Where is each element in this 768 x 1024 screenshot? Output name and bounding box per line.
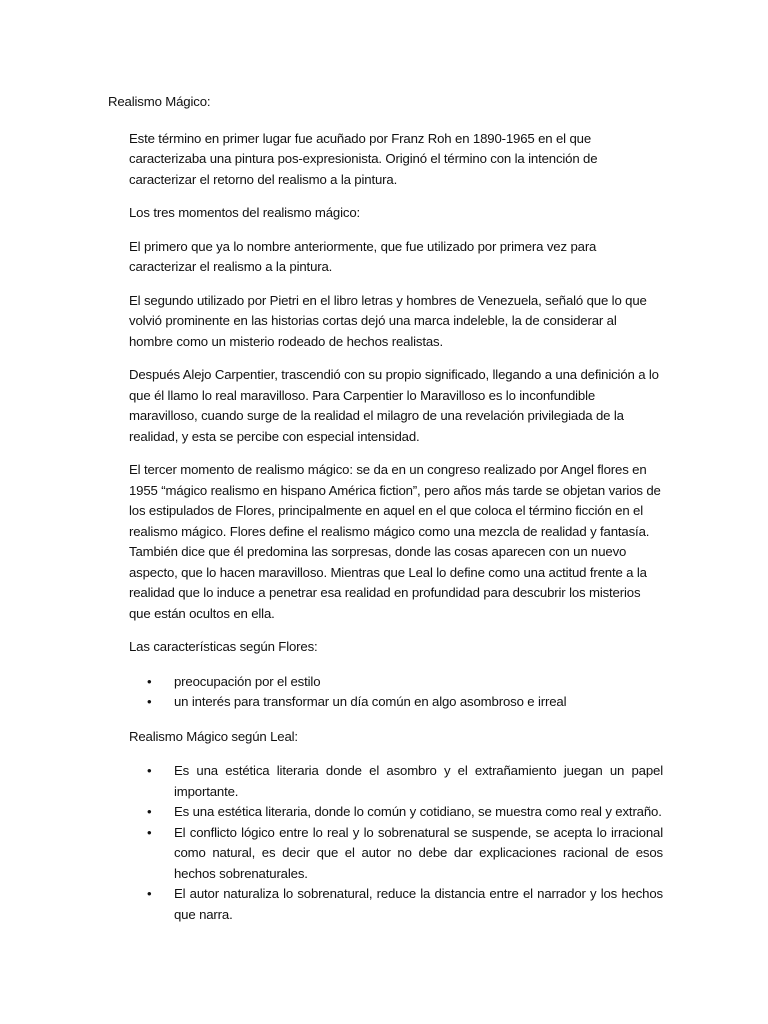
paragraph-origin: Este término en primer lugar fue acuñado por Franz Roh en 1890-1965 en el que caracterizaba una pintura pos-expresionista. Originó el término con la intención de caracterizar el retorno del realismo a la pintura. [129, 130, 598, 187]
list-item [129, 802, 663, 823]
list-item-text: preocupación por el estilo [174, 673, 321, 689]
bullet-icon: • [147, 886, 152, 901]
list-item [129, 761, 663, 802]
bullet-icon: • [147, 824, 152, 840]
paragraph-second-moment: El segundo utilizado por Pietri en el libro letras y hombres de Venezuela, señaló que lo que volvió prominente en las historias cortas dejó una marca indeleble, la de considerar al hombre como un misterio rodeado de hechos realistas. [129, 292, 647, 349]
list-item-text: un interés para transformar un día común en algo asombroso e irreal [174, 694, 567, 709]
list-item-text: El autor naturaliza lo sobrenatural, reduce la distancia entre el narrador y los hechos que narra. [174, 886, 663, 922]
list-item-text: Es una estética literaria donde el asombro y el extrañamiento juegan un papel importante. [174, 763, 663, 799]
flores-list [129, 672, 663, 713]
list-item [129, 692, 663, 713]
document-title: Realismo Mágico: [108, 94, 211, 109]
flores-heading: Las características según Flores: [129, 639, 318, 654]
paragraph-three-moments: Los tres momentos del realismo mágico: [129, 205, 361, 220]
bullet-icon: • [147, 673, 152, 689]
list-item [129, 672, 663, 693]
bullet-icon: • [147, 763, 152, 778]
list-item [129, 884, 663, 925]
list-item [129, 823, 663, 885]
list-item-text: El conflicto lógico entre lo real y lo sobrenatural se suspende, se acepta lo irracional como natural, es decir que el autor no debe dar explicaciones racional de esos hechos sobrenaturales. [174, 824, 663, 881]
list-item-text: Es una estética literaria, donde lo común y cotidiano, se muestra como real y extraño. [174, 804, 662, 819]
document-content [129, 129, 663, 926]
leal-list [129, 761, 663, 925]
document-body [108, 92, 663, 939]
bullet-icon: • [147, 694, 152, 709]
leal-heading: Realismo Mágico según Leal: [129, 728, 298, 744]
paragraph-carpentier: Después Alejo Carpentier, trascendió con su propio significado, llegando a una definición a lo que él llamo lo real maravilloso. Para Carpentier lo Maravilloso es lo inconfundible maravilloso, cuando surge de la realidad el milagro de una revelación privilegiada de la realidad, y esta se percibe con especial intensidad. [129, 367, 659, 444]
bullet-icon: • [147, 804, 152, 819]
paragraph-first-moment: El primero que ya lo nombre anteriormente, que fue utilizado por primera vez para caracterizar el realismo a la pintura. [129, 238, 597, 274]
paragraph-third-moment: El tercer momento de realismo mágico: se da en un congreso realizado por Angel flores en 1955 “mágico realismo en hispano América fiction”, pero años más tarde se objetan varios de los estipulados de Flores, principalmente en aquel en el que coloca el término ficción en el realismo mágico. Flores define el realismo mágico como una mezcla de realidad y fantasía. También dice que él predomina las sorpresas, donde las cosas aparecen con un nuevo aspecto, que lo hacen maravilloso. Mientras que Leal lo define como una actitud frente a la realidad que lo induce a penetrar esa realidad en profundidad para descubrir los misterios que están ocultos en ella. [129, 462, 661, 621]
